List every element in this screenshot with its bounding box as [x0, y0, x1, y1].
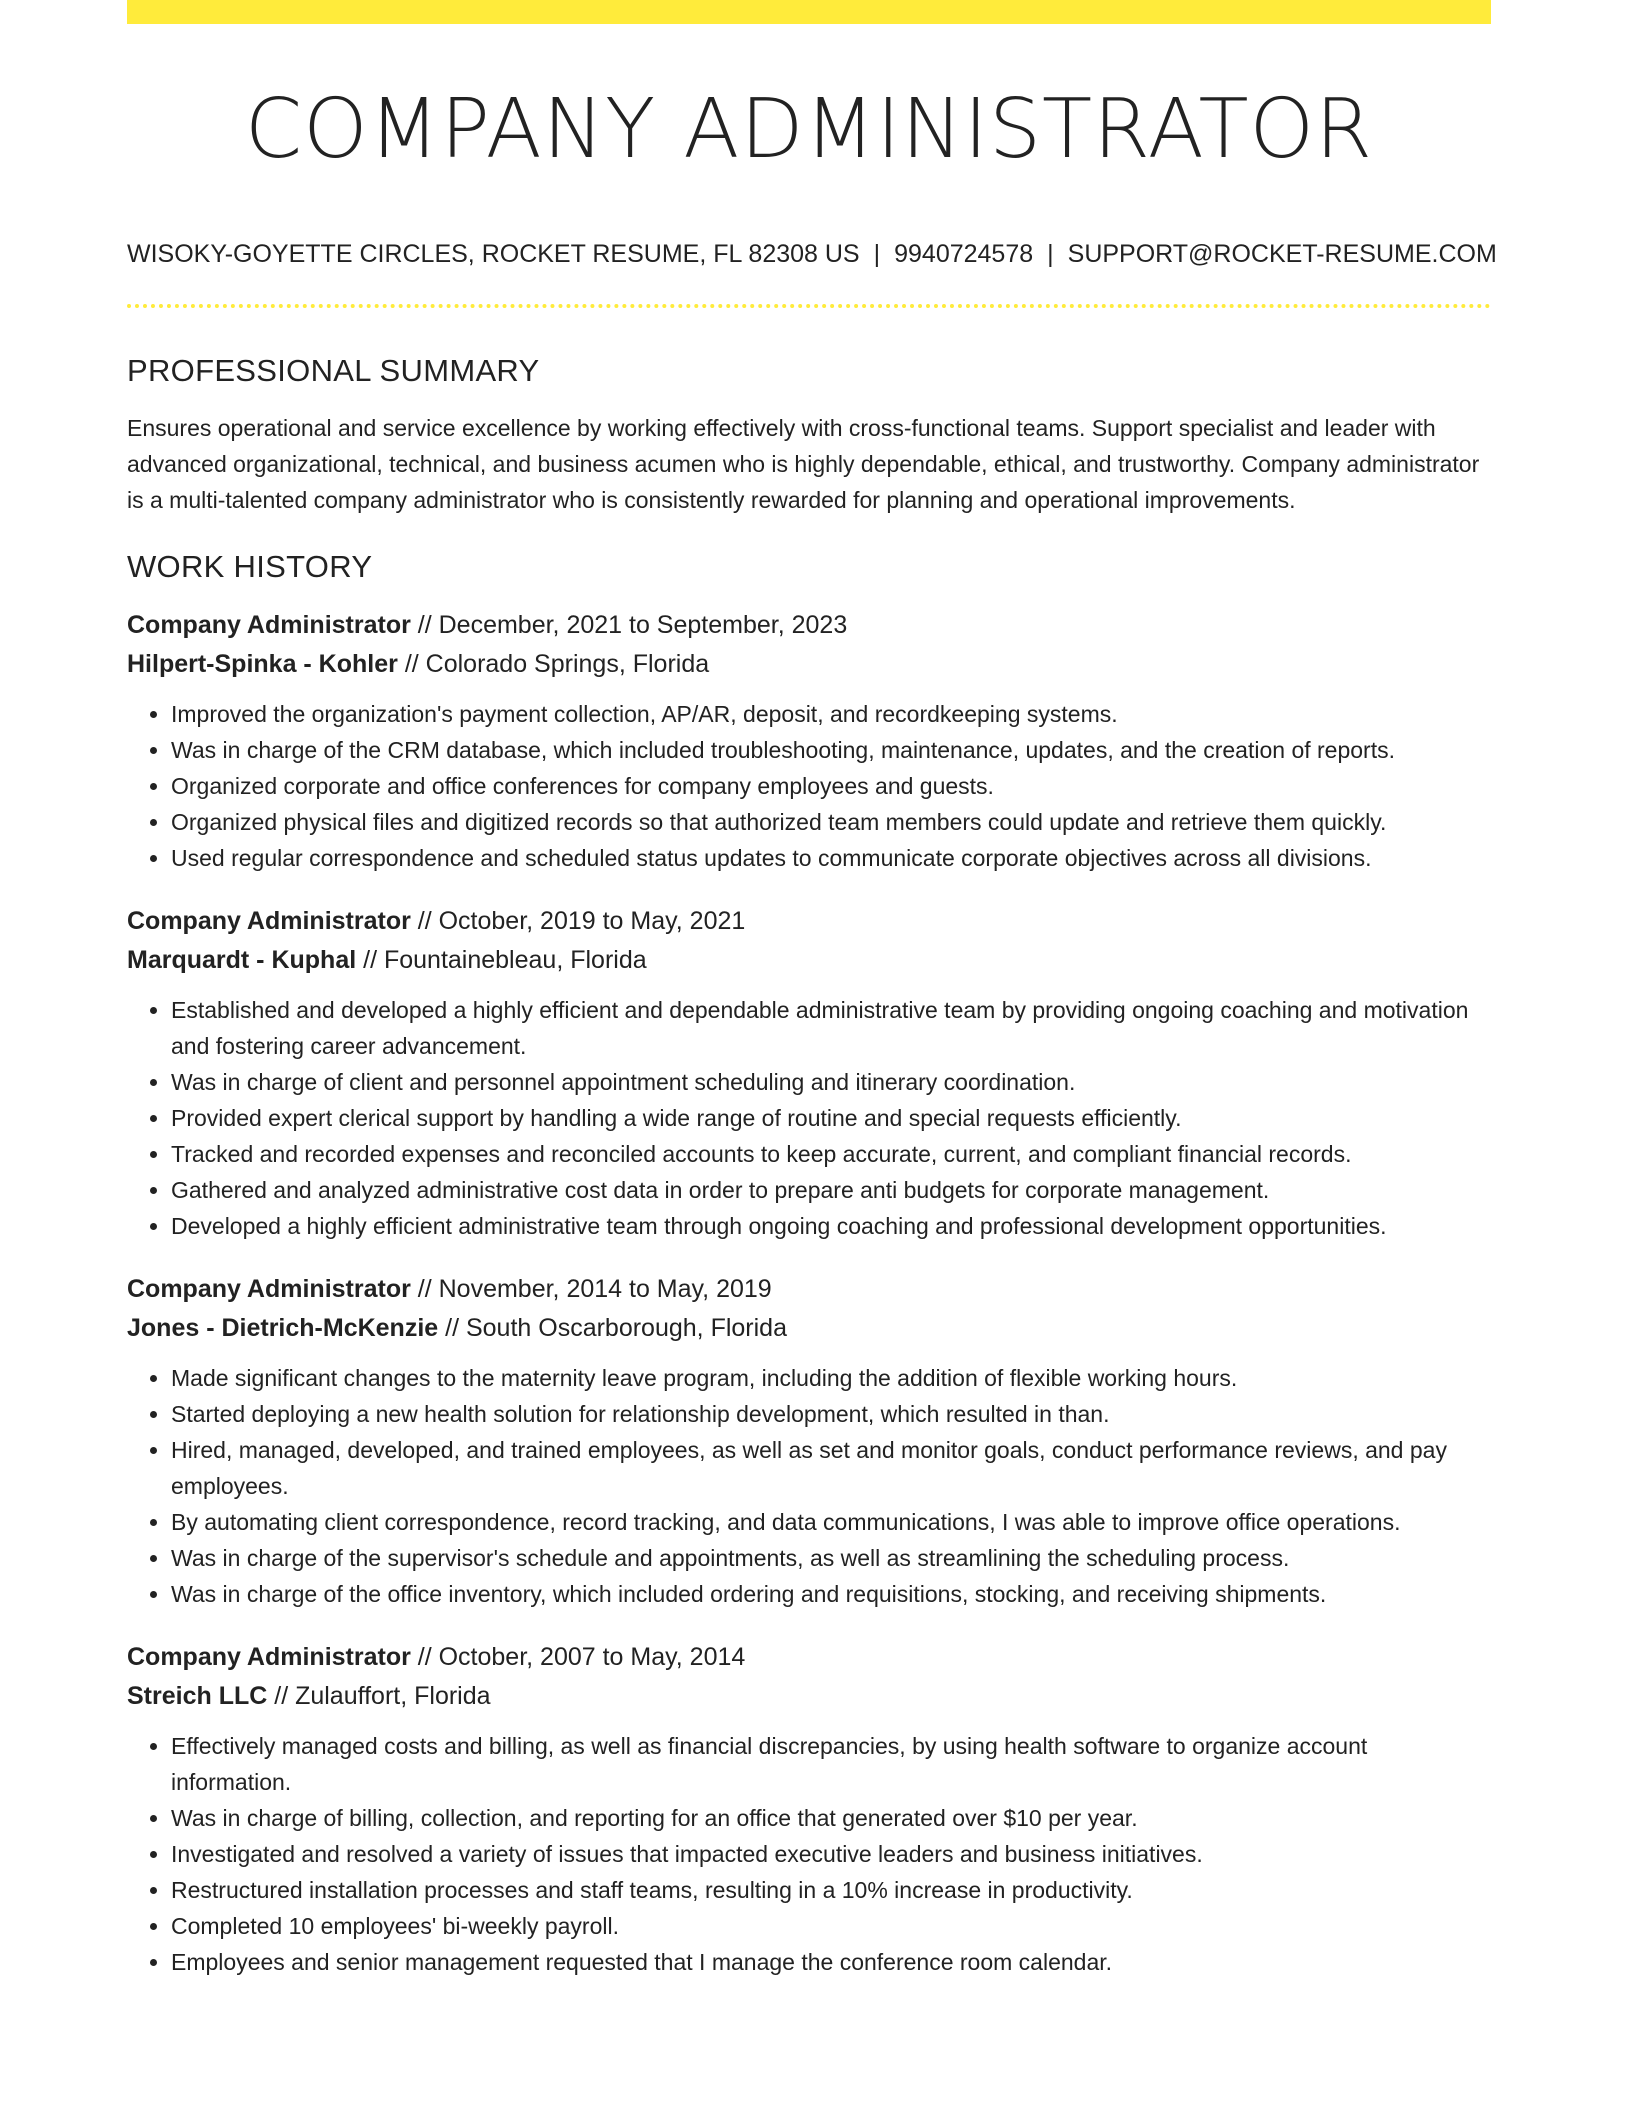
job-bullet: • Was in charge of the CRM database, which included troubleshooting, maintenance, updates, and the creation of reports.: [171, 732, 1491, 768]
job-title-line: [127, 902, 1491, 941]
job-bullet: • Tracked and recorded expenses and reconciled accounts to keep accurate, current, and compliant financial records.: [171, 1136, 1491, 1172]
job-bullet: • Investigated and resolved a variety of issues that impacted executive leaders and business initiatives.: [171, 1836, 1491, 1872]
job-bullet: • By automating client correspondence, record tracking, and data communications, I was able to improve office operations.: [171, 1504, 1491, 1540]
job-location: // Zulauffort, Florida: [267, 1682, 491, 1710]
job-dates: // December, 2021 to September, 2023: [410, 611, 848, 639]
job-company-line: [127, 941, 1491, 980]
job-title-line: [127, 606, 1491, 645]
contact-separator: |: [873, 240, 881, 268]
job-bullet: • Established and developed a highly efficient and dependable administrative team by providing ongoing coaching and motivation and fostering career advancement.: [171, 992, 1491, 1064]
job-entry: [127, 1638, 1491, 1980]
job-role: Company Administrator: [127, 611, 411, 639]
job-bullet: • Improved the organization's payment collection, AP/AR, deposit, and recordkeeping systems.: [171, 696, 1491, 732]
job-bullet: • Effectively managed costs and billing, as well as financial discrepancies, by using health software to organize account information.: [171, 1728, 1491, 1800]
job-bullet: • Organized physical files and digitized records so that authorized team members could update and retrieve them quickly.: [171, 804, 1491, 840]
job-company-line: [127, 1309, 1491, 1348]
job-bullet: • Gathered and analyzed administrative cost data in order to prepare anti budgets for corporate management.: [171, 1172, 1491, 1208]
job-title-line: [127, 1270, 1491, 1309]
job-location: // South Oscarborough, Florida: [438, 1314, 787, 1342]
job-bullet: • Was in charge of the supervisor's schedule and appointments, as well as streamlining the scheduling process.: [171, 1540, 1491, 1576]
contact-email: SUPPORT@ROCKET-RESUME.COM: [1067, 240, 1497, 268]
job-company-line: [127, 1677, 1491, 1716]
job-bullet: • Hired, managed, developed, and trained employees, as well as set and monitor goals, conduct performance reviews, and pay employees.: [171, 1432, 1491, 1504]
contact-separator: |: [1047, 240, 1054, 268]
job-bullet: • Started deploying a new health solution for relationship development, which resulted in than.: [171, 1396, 1491, 1432]
dotted-divider: [127, 304, 1491, 308]
job-bullet: • Organized corporate and office conferences for company employees and guests.: [171, 768, 1491, 804]
job-bullet: • Was in charge of the office inventory, which included ordering and requisitions, stocking, and receiving shipments.: [171, 1576, 1491, 1612]
job-role: Company Administrator: [127, 1275, 411, 1303]
contact-line: [127, 236, 1497, 272]
resume-content: [127, 350, 1491, 2006]
job-bullet: • Made significant changes to the maternity leave program, including the addition of flexible working hours.: [171, 1360, 1491, 1396]
job-role: Company Administrator: [127, 907, 411, 935]
accent-bar: [127, 0, 1491, 24]
job-entry: [127, 902, 1491, 1244]
resume-title: COMPANY ADMINISTRATOR: [244, 82, 1374, 177]
job-bullet: • Employees and senior management requested that I manage the conference room calendar.: [171, 1944, 1491, 1980]
contact-address: WISOKY-GOYETTE CIRCLES, ROCKET RESUME, FL 82308 US: [127, 240, 860, 268]
job-bullet: • Was in charge of billing, collection, and reporting for an office that generated over $10 per year.: [171, 1800, 1491, 1836]
job-bullet: • Restructured installation processes and staff teams, resulting in a 10% increase in productivity.: [171, 1872, 1491, 1908]
summary-heading: PROFESSIONAL SUMMARY: [127, 353, 540, 388]
summary-text: Ensures operational and service excellence by working effectively with cross-functional teams. Support specialist and leader with advanced organizational, technical, and business acumen who is highly dependable, ethical, and trustworthy. Company administrator is a multi-talented company administrator who is consistently rewarded for planning and operational improvements.: [127, 415, 1480, 513]
job-bullet: • Provided expert clerical support by handling a wide range of routine and special requests efficiently.: [171, 1100, 1491, 1136]
job-company: Hilpert-Spinka - Kohler: [127, 650, 398, 678]
job-dates: // October, 2007 to May, 2014: [410, 1643, 746, 1671]
job-company: Streich LLC: [127, 1682, 268, 1710]
job-entry: [127, 1270, 1491, 1612]
job-role: Company Administrator: [127, 1643, 411, 1671]
job-bullet: • Was in charge of client and personnel appointment scheduling and itinerary coordination.: [171, 1064, 1491, 1100]
work-history-heading: WORK HISTORY: [127, 549, 373, 584]
contact-phone: 9940724578: [894, 240, 1034, 268]
job-location: // Fountainebleau, Florida: [356, 946, 647, 974]
job-bullets: [127, 696, 1491, 876]
job-company: Jones - Dietrich-McKenzie: [127, 1314, 439, 1342]
job-bullets: [127, 1728, 1491, 1980]
job-entry: [127, 606, 1491, 876]
job-bullet: • Developed a highly efficient administrative team through ongoing coaching and professional development opportunities.: [171, 1208, 1491, 1244]
job-bullet: • Completed 10 employees' bi-weekly payroll.: [171, 1908, 1491, 1944]
job-bullets: [127, 992, 1491, 1244]
job-dates: // November, 2014 to May, 2019: [410, 1275, 772, 1303]
job-company-line: [127, 645, 1491, 684]
job-bullets: [127, 1360, 1491, 1612]
job-title-line: [127, 1638, 1491, 1677]
job-dates: // October, 2019 to May, 2021: [410, 907, 746, 935]
job-location: // Colorado Springs, Florida: [397, 650, 710, 678]
job-bullet: • Used regular correspondence and scheduled status updates to communicate corporate objectives across all divisions.: [171, 840, 1491, 876]
job-company: Marquardt - Kuphal: [127, 946, 357, 974]
